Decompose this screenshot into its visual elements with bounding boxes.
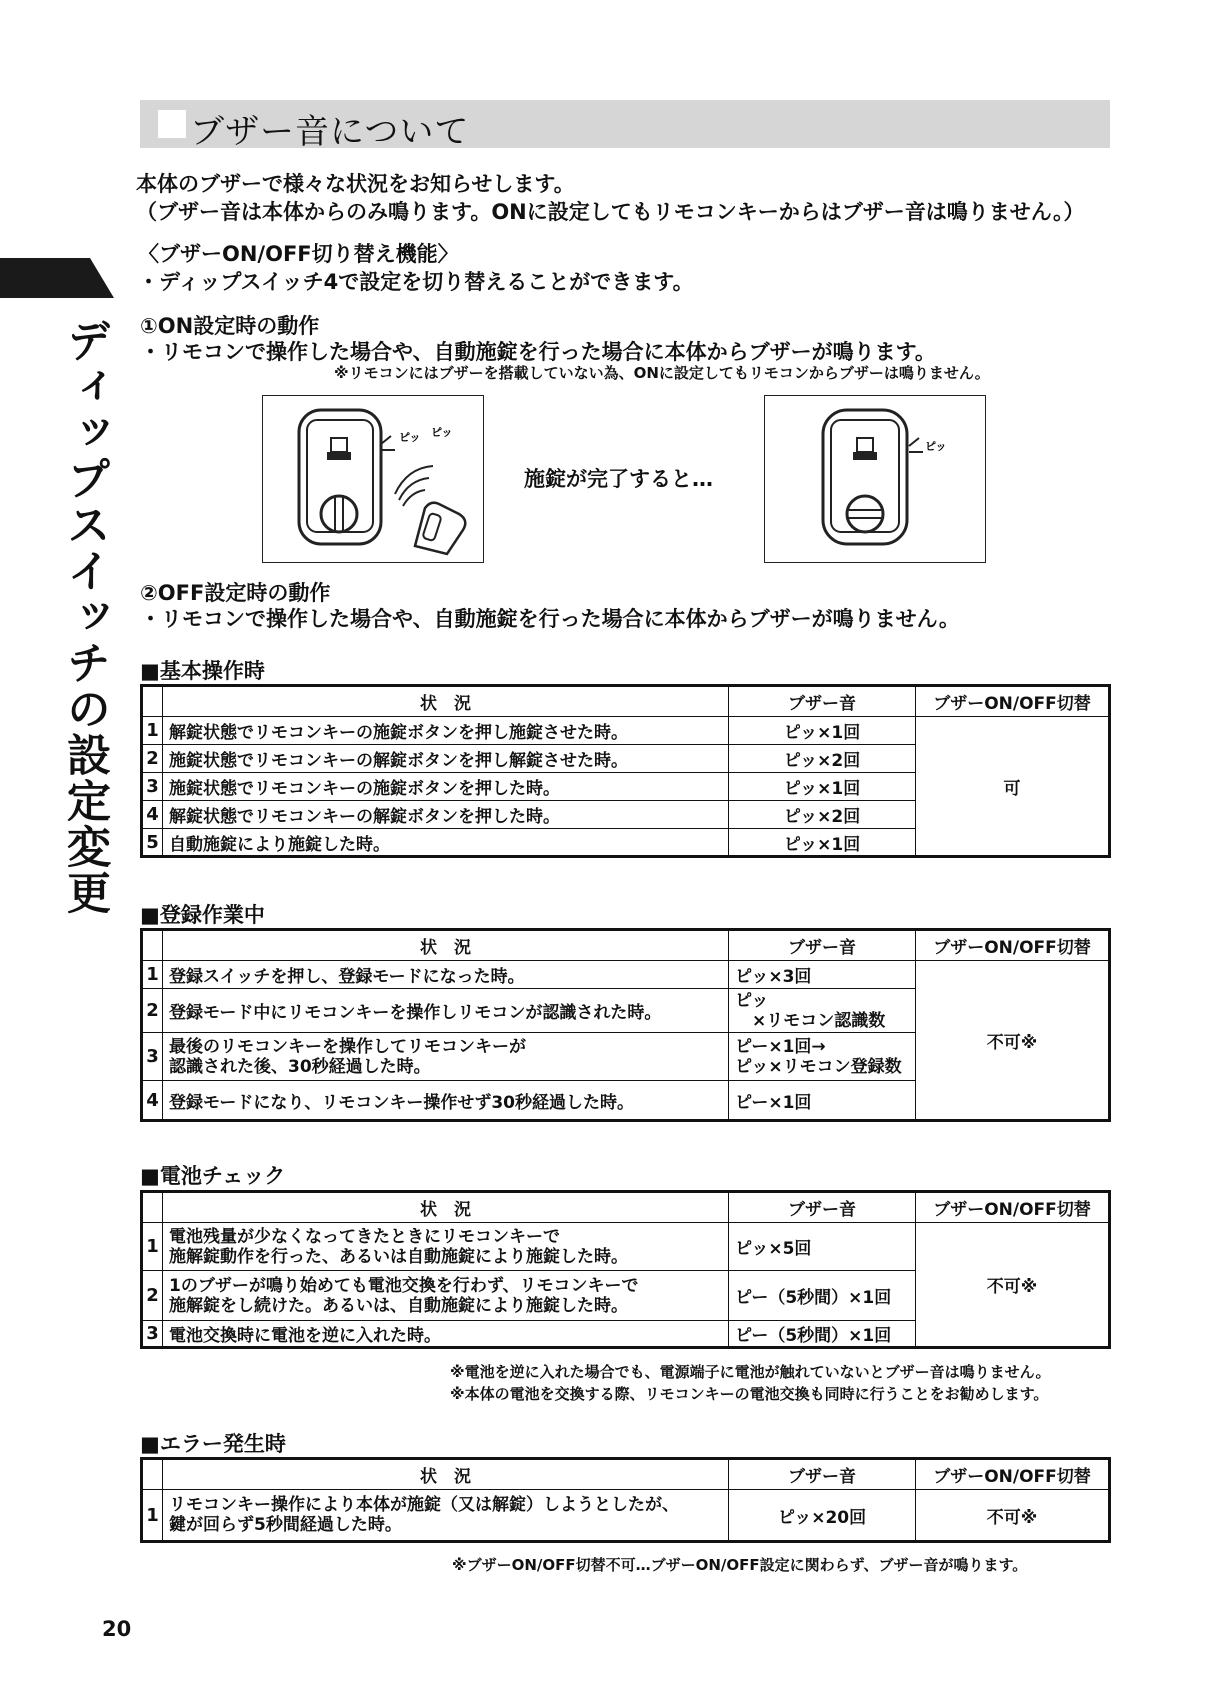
col-header-sound: ブザー音 [729, 686, 916, 717]
table-row: 5 自動施錠により施錠した時。 ピッ×1回 [142, 829, 1110, 857]
lock-unit-with-remote-icon [263, 396, 483, 562]
table-row: 3 電池交換時に電池を逆に入れた時。 ピー（5秒間）×1回 [142, 1321, 1110, 1348]
basic-switch-value: 可 [916, 717, 1110, 857]
error-section-title: ■エラー発生時 [140, 1432, 286, 1456]
battery-switch-value: 不可※ [916, 1223, 1110, 1348]
col-header-switch: ブザーON/OFF切替 [916, 686, 1110, 717]
table-row: 3 最後のリモコンキーを操作してリモコンキーが 認識された後、30秒経過した時。 ピー×1回→ ピッ×リモコン登録数 [142, 1033, 1110, 1081]
off-text: ・リモコンで操作した場合や、自動施錠を行った場合に本体からブザーが鳴りません。 [140, 607, 960, 631]
table-row: 2 登録モード中にリモコンキーを操作しリモコンが認識された時。 ピッ ×リモコン認識数 [142, 989, 1110, 1033]
header-square-icon [158, 110, 186, 138]
table-row: 4 登録モードになり、リモコンキー操作せず30秒経過した時。 ピー×1回 [142, 1081, 1110, 1121]
illustration-caption: 施錠が完了すると… [524, 467, 713, 491]
col-header-number [142, 686, 163, 717]
side-chapter-label: ディップスイッチの設定変更 [59, 318, 110, 916]
illustration-remote-lock [262, 395, 484, 563]
on-text: ・リモコンで操作した場合や、自動施錠を行った場合に本体からブザーが鳴ります。 [140, 340, 936, 364]
table-row: 2 施錠状態でリモコンキーの解錠ボタンを押し解錠させた時。 ピッ×2回 [142, 745, 1110, 773]
section-header [140, 100, 1110, 152]
battery-note-2: ※本体の電池を交換する際、リモコンキーの電池交換も同時に行うことをお勧めします。 [450, 1385, 1049, 1403]
table-row: 4 解錠状態でリモコンキーの解錠ボタンを押した時。 ピッ×2回 [142, 801, 1110, 829]
page-number: 20 [102, 1617, 132, 1641]
table-row: 1 解錠状態でリモコンキーの施錠ボタンを押し施錠させた時。 ピッ×1回 可 [142, 717, 1110, 745]
registration-section-title: ■登録作業中 [140, 903, 265, 927]
side-tab-marker [0, 258, 114, 298]
switch-text: ・ディップスイッチ4で設定を切り替えることができます。 [138, 270, 694, 294]
battery-note-1: ※電池を逆に入れた場合でも、電源端子に電池が触れていないとブザー音は鳴りません。 [450, 1363, 1051, 1381]
battery-section-title: ■電池チェック [140, 1164, 286, 1188]
intro-line1: 本体のブザーで様々な状況をお知らせします。 [136, 172, 575, 196]
beep-text-3: ピッ [925, 440, 947, 453]
lock-unit-locked-icon [765, 396, 985, 562]
registration-switch-value: 不可※ [916, 961, 1110, 1121]
table-row: 3 施錠状態でリモコンキーの施錠ボタンを押した時。 ピッ×1回 [142, 773, 1110, 801]
basic-table [140, 684, 1111, 858]
on-note: ※リモコンにはブザーを搭載していない為、ONに設定してもリモコンからブザーは鳴りません。 [334, 364, 990, 382]
illustration-locked [764, 395, 986, 563]
on-heading: ①ON設定時の動作 [140, 314, 320, 338]
error-table: 状 況 ブザー音 ブザーON/OFF切替 1 リモコンキー操作により本体が施錠（又は解錠）しようとしたが、 鍵が回らず5秒間経過した時。 ピッ×20回 不可※ [140, 1457, 1111, 1543]
battery-table: 状 況 ブザー音 ブザーON/OFF切替 1 電池残量が少なくなってきたときにリモコンキーで 施解錠動作を行った、あるいは自動施錠により施錠した時。 ピッ×5回 不可※ 2 1のブザーが鳴り始めても電池交換を行わず、リモコンキーで 施解錠をし続けた。あるいは、自動施錠により施錠した時。 ピー（5秒間）×1回 3 電池交換時に電池を逆に入れた時。 ピー（5秒間）×1回 [140, 1190, 1111, 1349]
intro-line2: （ブザー音は本体からのみ鳴ります。ONに設定してもリモコンキーからはブザー音は鳴りません。） [136, 200, 1085, 224]
registration-table: 状 況 ブザー音 ブザーON/OFF切替 1 登録スイッチを押し、登録モードになった時。 ピッ×3回 不可※ 2 登録モード中にリモコンキーを操作しリモコンが認識された時。 ピッ ×リモコン認識数 3 最後のリモコンキーを操作してリモコンキーが 認識された後、30秒経過した時。 ピー×1回→ ピッ×リモコン登録数 4 登録モードになり、リモコンキー操作せず30秒経過した時。 ピー×1回 [140, 928, 1111, 1122]
table-row: 2 1のブザーが鳴り始めても電池交換を行わず、リモコンキーで 施解錠をし続けた。あるいは、自動施錠により施錠した時。 ピー（5秒間）×1回 [142, 1271, 1110, 1321]
switch-heading: 〈ブザーON/OFF切り替え機能〉 [138, 242, 459, 266]
col-header-situation: 状 況 [163, 686, 729, 717]
table-row: 1 電池残量が少なくなってきたときにリモコンキーで 施解錠動作を行った、あるいは自動施錠により施錠した時。 ピッ×5回 不可※ [142, 1223, 1110, 1271]
beep-text-1: ピッ [399, 431, 421, 444]
beep-text-2: ピッ [431, 426, 453, 439]
table-row: 1 登録スイッチを押し、登録モードになった時。 ピッ×3回 不可※ [142, 961, 1110, 989]
page-title: ブザー音について [190, 112, 470, 152]
off-heading: ②OFF設定時の動作 [140, 581, 331, 605]
basic-section-title: ■基本操作時 [140, 659, 265, 683]
footer-note: ※ブザーON/OFF切替不可…ブザーON/OFF設定に関わらず、ブザー音が鳴ります。 [452, 1556, 1028, 1574]
table-row: 1 リモコンキー操作により本体が施錠（又は解錠）しようとしたが、 鍵が回らず5秒間経過した時。 ピッ×20回 不可※ [142, 1490, 1110, 1542]
